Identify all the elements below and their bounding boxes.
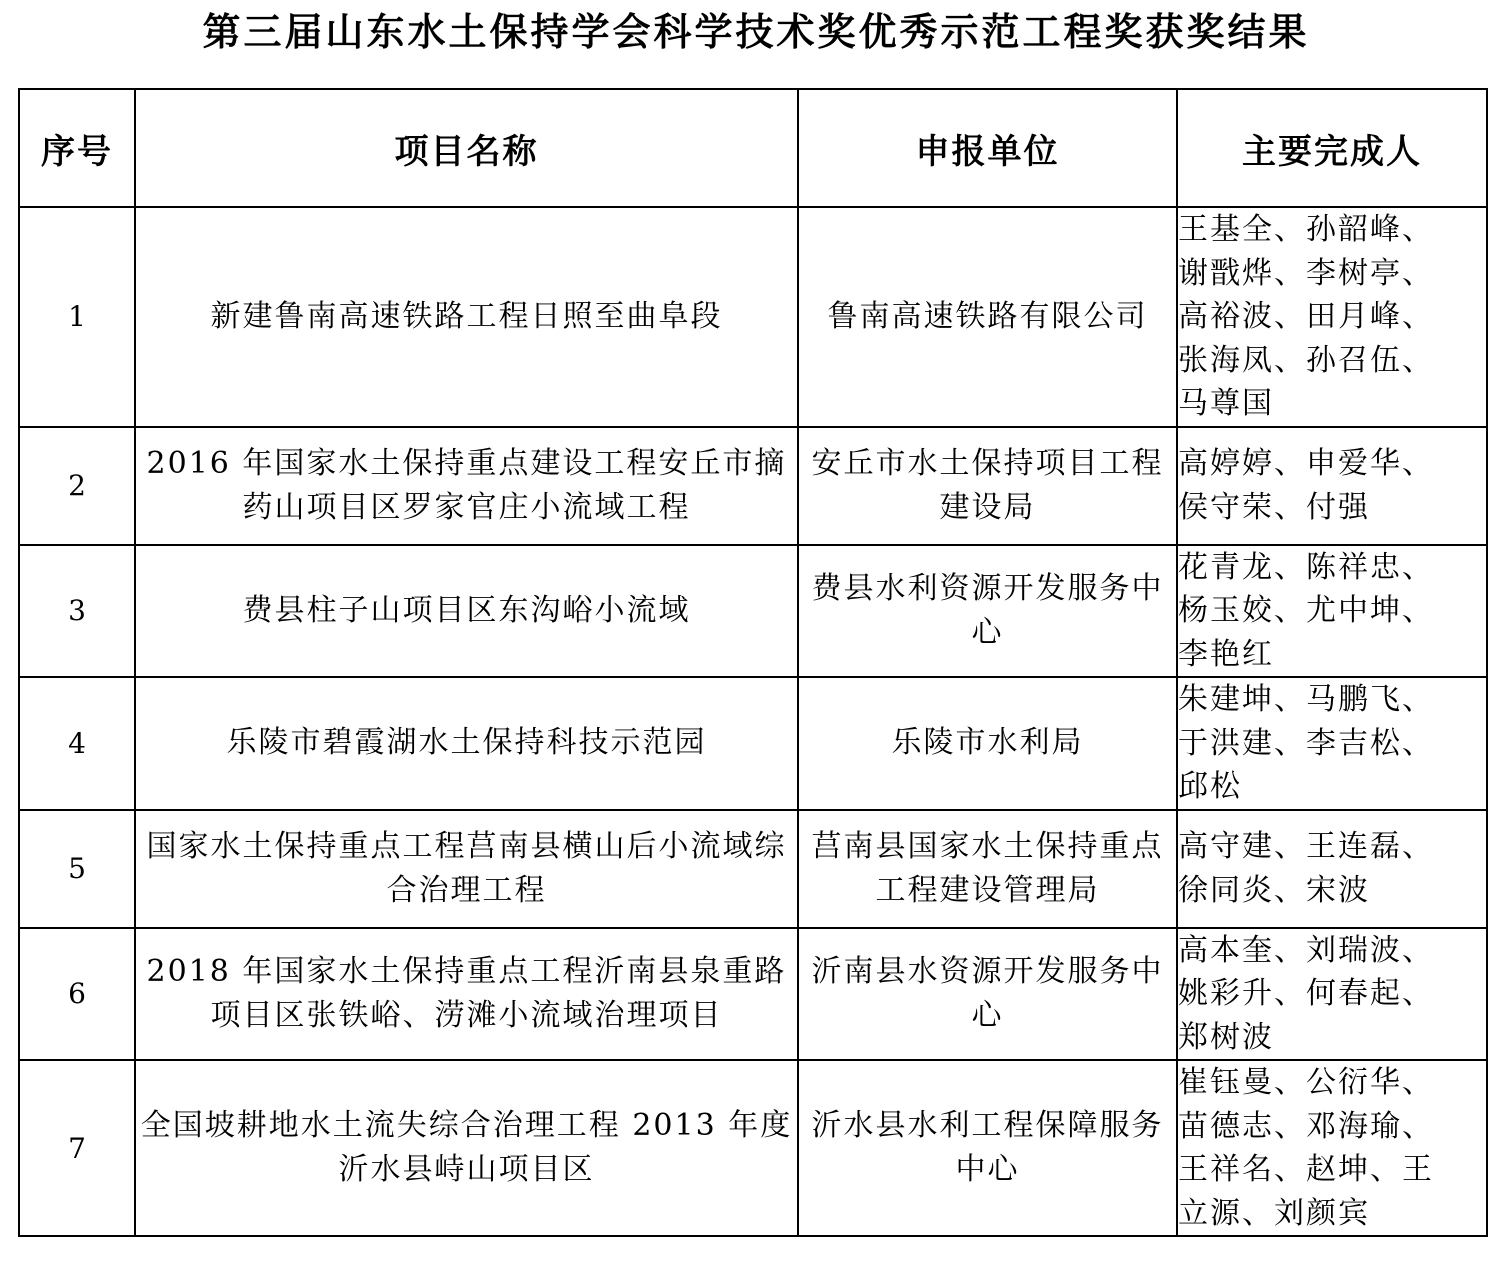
awards-table bbox=[18, 88, 1488, 1237]
contributors-line: 郑树波 bbox=[1178, 1019, 1274, 1055]
main-contributors bbox=[1177, 928, 1487, 1061]
contributors-line: 杨玉姣、尤中坤、 bbox=[1178, 593, 1434, 628]
table-row bbox=[19, 545, 1487, 678]
contributors-line: 于洪建、李吉松、 bbox=[1178, 725, 1434, 761]
header-row bbox=[19, 89, 1487, 207]
project-name: 费县柱子山项目区东沟峪小流域 bbox=[135, 545, 798, 678]
row-number: 4 bbox=[19, 677, 135, 810]
contributors-line: 王基全、孙韶峰、 bbox=[1178, 212, 1434, 247]
main-contributors bbox=[1177, 427, 1487, 545]
header-main-contributors: 主要完成人 bbox=[1177, 89, 1487, 207]
contributors-line: 朱建坤、马鹏飞、 bbox=[1178, 682, 1434, 717]
main-contributors bbox=[1177, 545, 1487, 678]
applicant-unit: 沂水县水利工程保障服务中心 bbox=[798, 1060, 1177, 1236]
table-row bbox=[19, 427, 1487, 545]
applicant-unit: 乐陵市水利局 bbox=[798, 677, 1177, 810]
table-row bbox=[19, 677, 1487, 810]
contributors-line: 谢戬烨、李树亭、 bbox=[1178, 255, 1434, 291]
table-row bbox=[19, 810, 1487, 928]
contributors-line: 高婷婷、申爱华、 bbox=[1178, 446, 1434, 481]
project-name: 全国坡耕地水土流失综合治理工程 2013 年度沂水县峙山项目区 bbox=[135, 1060, 798, 1236]
contributors-line: 姚彩升、何春起、 bbox=[1178, 976, 1434, 1011]
contributors-line: 王祥名、赵坤、王 bbox=[1178, 1152, 1434, 1187]
project-name: 乐陵市碧霞湖水土保持科技示范园 bbox=[135, 677, 798, 810]
contributors-line: 高裕波、田月峰、 bbox=[1178, 299, 1434, 334]
main-contributors bbox=[1177, 207, 1487, 427]
applicant-unit: 费县水利资源开发服务中心 bbox=[798, 545, 1177, 678]
main-contributors bbox=[1177, 677, 1487, 810]
contributors-line: 高本奎、刘瑞波、 bbox=[1178, 932, 1434, 968]
header-no: 序号 bbox=[19, 89, 135, 207]
row-number: 5 bbox=[19, 810, 135, 928]
table-row bbox=[19, 928, 1487, 1061]
table-row bbox=[19, 207, 1487, 427]
applicant-unit: 莒南县国家水土保持重点工程建设管理局 bbox=[798, 810, 1177, 928]
contributors-line: 张海凤、孙召伍、 bbox=[1178, 342, 1434, 378]
contributors-line: 立源、刘颜宾 bbox=[1178, 1195, 1370, 1231]
main-contributors bbox=[1177, 810, 1487, 928]
row-number: 1 bbox=[19, 207, 135, 427]
contributors-line: 崔钰曼、公衍华、 bbox=[1178, 1065, 1434, 1100]
contributors-line: 李艳红 bbox=[1178, 636, 1274, 672]
contributors-line: 徐同炎、宋波 bbox=[1178, 872, 1370, 908]
header-project-name: 项目名称 bbox=[135, 89, 798, 207]
contributors-line: 马尊国 bbox=[1178, 386, 1274, 421]
project-name: 2016 年国家水土保持重点建设工程安丘市摘药山项目区罗家官庄小流域工程 bbox=[135, 427, 798, 545]
contributors-line: 高守建、王连磊、 bbox=[1178, 829, 1434, 864]
contributors-line: 侯守荣、付强 bbox=[1178, 489, 1370, 525]
table-row bbox=[19, 1060, 1487, 1236]
contributors-line: 邱松 bbox=[1178, 769, 1242, 804]
row-number: 2 bbox=[19, 427, 135, 545]
row-number: 3 bbox=[19, 545, 135, 678]
applicant-unit: 安丘市水土保持项目工程建设局 bbox=[798, 427, 1177, 545]
row-number: 6 bbox=[19, 928, 135, 1061]
page-title: 第三届山东水土保持学会科学技术奖优秀示范工程奖获奖结果 bbox=[202, 10, 1310, 54]
applicant-unit: 沂南县水资源开发服务中心 bbox=[798, 928, 1177, 1061]
main-contributors bbox=[1177, 1060, 1487, 1236]
project-name: 2018 年国家水土保持重点工程沂南县泉重路项目区张铁峪、涝滩小流域治理项目 bbox=[135, 928, 798, 1061]
contributors-line: 苗德志、邓海瑜、 bbox=[1178, 1108, 1434, 1144]
contributors-line: 花青龙、陈祥忠、 bbox=[1178, 549, 1434, 585]
applicant-unit: 鲁南高速铁路有限公司 bbox=[798, 207, 1177, 427]
project-name: 国家水土保持重点工程莒南县横山后小流域综合治理工程 bbox=[135, 810, 798, 928]
project-name: 新建鲁南高速铁路工程日照至曲阜段 bbox=[135, 207, 798, 427]
row-number: 7 bbox=[19, 1060, 135, 1236]
header-applicant-unit: 申报单位 bbox=[798, 89, 1177, 207]
